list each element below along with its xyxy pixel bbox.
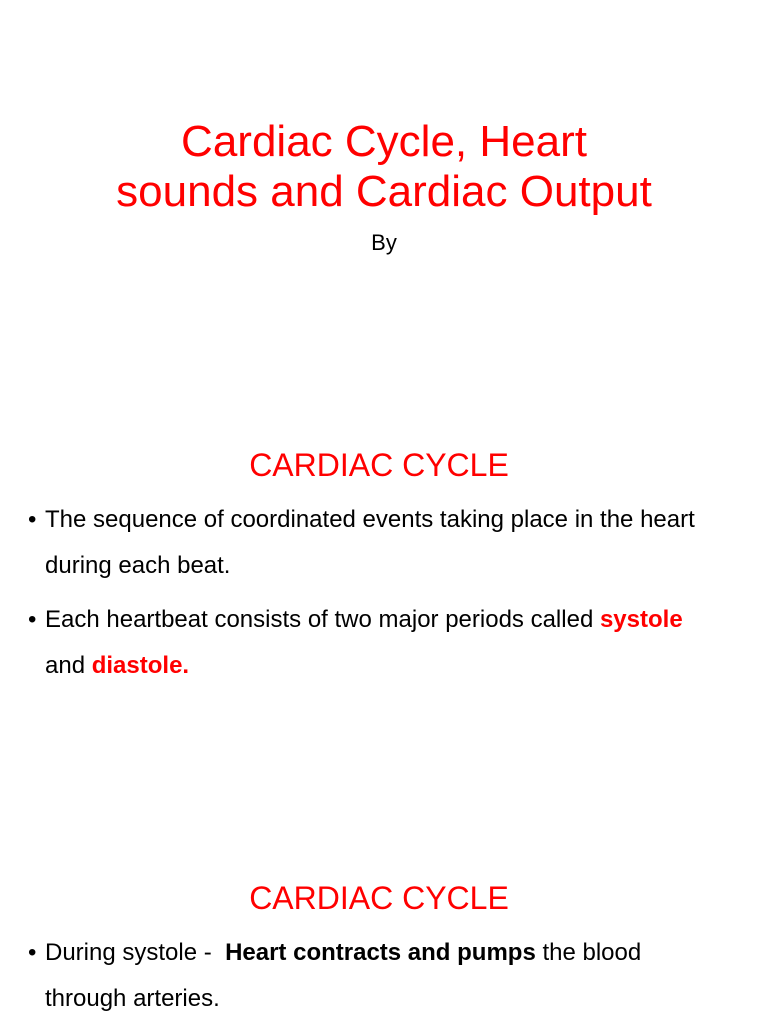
slide-title: [0, 117, 768, 217]
bullet-text-middle: and: [45, 652, 92, 679]
bullet-text-line-2: during each beat.: [45, 552, 231, 579]
bullet-dot: •: [28, 939, 37, 966]
section-heading-1: CARDIAC CYCLE: [249, 447, 509, 483]
bullet-dot: •: [28, 606, 37, 633]
bullet-text-line-1: The sequence of coordinated events taking place in the heart: [45, 506, 695, 533]
section-heading-2: CARDIAC CYCLE: [249, 880, 509, 916]
bullet-text-bold: Heart contracts and pumps: [225, 939, 536, 966]
slide-title-line-1: Cardiac Cycle, Heart: [181, 117, 587, 166]
by-line: By: [371, 230, 397, 255]
bullet-item-1: [28, 497, 748, 589]
bullet-text: [45, 597, 748, 689]
term-diastole: diastole.: [91, 652, 190, 679]
term-systole: systole: [599, 606, 683, 633]
bullet-text-prefix: Each heartbeat consists of two major periods called: [45, 606, 600, 633]
bullet-text: [45, 497, 748, 589]
bullet-item-3: [28, 930, 748, 1022]
bullet-text: [45, 930, 748, 1022]
slide-title-line-2: sounds and Cardiac Output: [116, 167, 652, 216]
bullet-dot: •: [28, 506, 37, 533]
bullet-text-prefix: During systole -: [45, 939, 219, 966]
bullet-text-line-2: through arteries.: [45, 985, 220, 1012]
bullet-item-2: [28, 597, 748, 689]
bullet-text-suffix: the blood: [535, 939, 642, 966]
